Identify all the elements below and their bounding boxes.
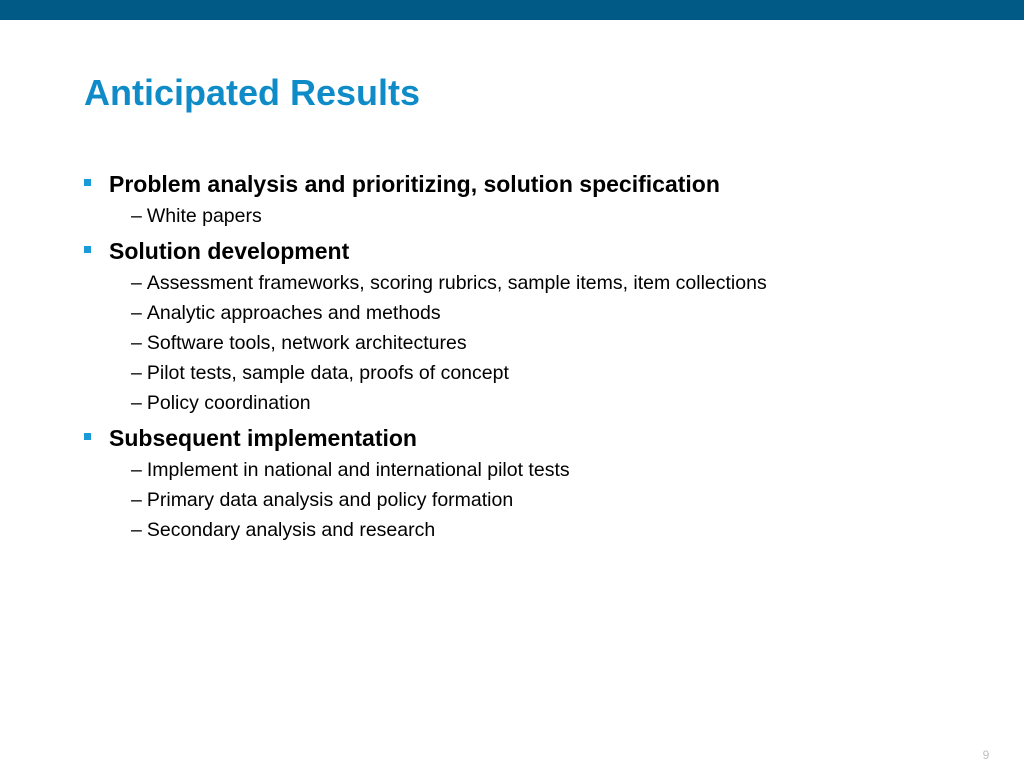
bullet-subsequent-implementation [84,422,984,545]
bullet-problem-analysis [84,168,984,231]
dash-marker: – [131,302,142,324]
dash-marker: – [131,362,142,384]
dash-marker: – [131,272,142,294]
bullet-solution-development [84,235,984,418]
sub-item-text: Software tools, network architectures [146,332,467,354]
sub-item-text: Analytic approaches and methods [146,302,441,324]
sub-item [109,298,984,328]
slide-title: Anticipated Results [84,72,421,113]
sub-item-text: Assessment frameworks, scoring rubrics, sample items, item collections [146,272,767,294]
square-bullet-icon [84,179,91,186]
sub-item [109,201,984,231]
sub-list [109,201,984,231]
sub-item-text: Implement in national and international pilot tests [146,459,570,481]
sub-item-text: Policy coordination [146,392,311,414]
bullet-label: Problem analysis and prioritizing, solution specification [109,171,720,197]
dash-marker: – [131,392,142,414]
sub-item [109,268,984,298]
top-accent-bar [0,0,1024,20]
sub-item [109,515,984,545]
sub-item [109,388,984,418]
sub-list [109,268,984,418]
dash-marker: – [131,332,142,354]
slide-content [84,168,984,549]
page-number: 9 [982,748,990,762]
sub-item [109,358,984,388]
sub-item-text: Primary data analysis and policy formation [146,489,514,511]
dash-marker: – [131,205,142,227]
sub-item [109,328,984,358]
sub-item-text: Pilot tests, sample data, proofs of concept [146,362,509,384]
sub-item-text: White papers [146,205,262,227]
sub-item [109,485,984,515]
bullet-label: Solution development [109,238,350,264]
dash-marker: – [131,459,142,481]
sub-list [109,455,984,545]
bullet-label: Subsequent implementation [109,425,417,451]
sub-item [109,455,984,485]
dash-marker: – [131,519,142,541]
sub-item-text: Secondary analysis and research [146,519,436,541]
dash-marker: – [131,489,142,511]
square-bullet-icon [84,433,91,440]
square-bullet-icon [84,246,91,253]
